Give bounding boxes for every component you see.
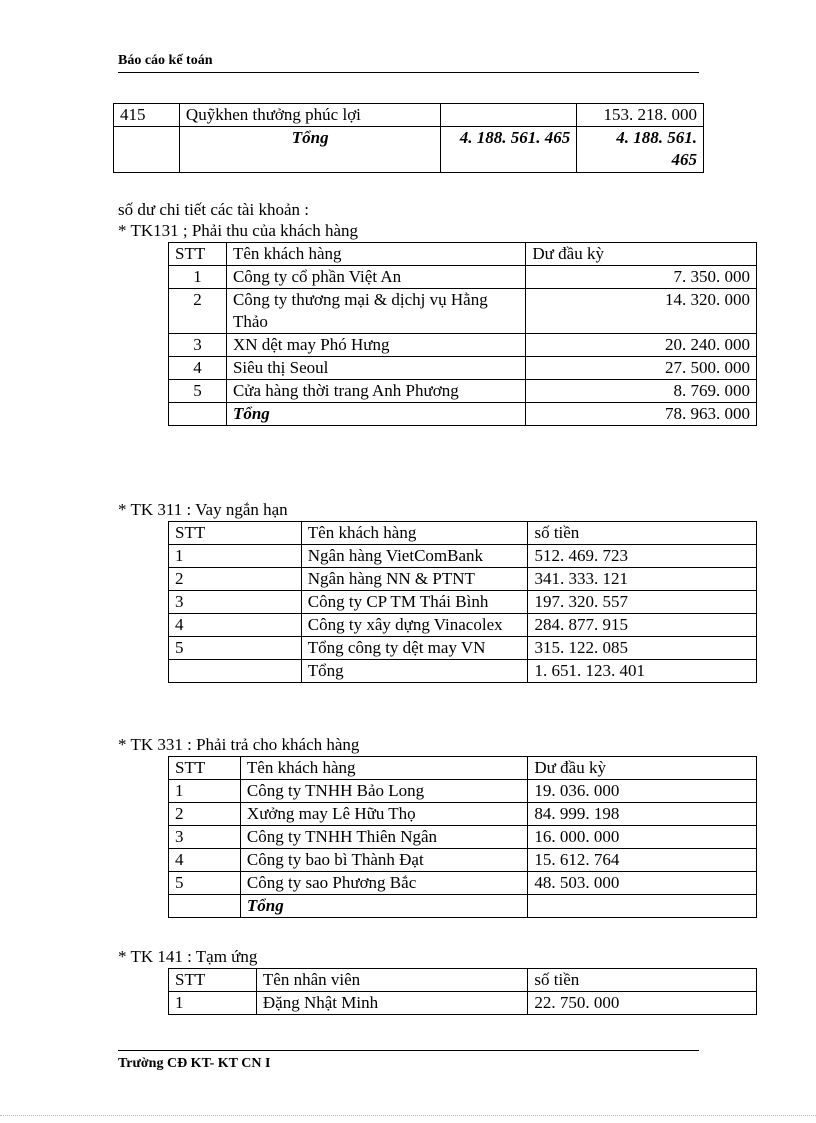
value-cell: 16. 000. 000 (528, 826, 757, 849)
value-cell: 8. 769. 000 (526, 380, 757, 403)
name-cell: Công ty TNHH Bảo Long (240, 780, 527, 803)
page-header-title: Báo cáo kế toán (118, 53, 213, 68)
tk331-table (168, 756, 757, 918)
value-cell: 14. 320. 000 (526, 289, 757, 334)
total-row (114, 127, 704, 173)
table-row (169, 591, 757, 614)
value-cell: 19. 036. 000 (528, 780, 757, 803)
name-cell: Ngân hàng VietComBank (301, 545, 528, 568)
name-cell: Cửa hàng thời trang Anh Phương (226, 380, 525, 403)
column-header: số tiền (528, 969, 757, 992)
table-row (169, 803, 757, 826)
debit-cell (441, 104, 577, 127)
column-header: Dư đầu kỳ (526, 243, 757, 266)
balance-table-continued (113, 103, 704, 173)
stt-cell: 1 (169, 266, 227, 289)
stt-cell: 1 (169, 780, 241, 803)
table-header-row (169, 969, 757, 992)
total-credit-line2: 465 (671, 150, 697, 169)
column-header: số tiền (528, 522, 757, 545)
tk131-title: * TK131 ; Phải thu của khách hàng (118, 221, 359, 240)
value-cell: 20. 240. 000 (526, 334, 757, 357)
stt-cell: 5 (169, 637, 302, 660)
page-footer-text: Trường CĐ KT- KT CN I (118, 1056, 271, 1071)
table-row (169, 826, 757, 849)
total-value: 78. 963. 000 (526, 403, 757, 426)
name-cell: Công ty CP TM Thái Bình (301, 591, 528, 614)
name-cell: Công ty sao Phương Bắc (240, 872, 527, 895)
table-row (169, 266, 757, 289)
table-row (169, 614, 757, 637)
name-cell: Công ty TNHH Thiên Ngân (240, 826, 527, 849)
column-header: Tên khách hàng (301, 522, 528, 545)
value-cell: 315. 122. 085 (528, 637, 757, 660)
header-rule (118, 72, 699, 73)
tk131-table (168, 242, 757, 426)
total-label: Tổng (240, 895, 527, 918)
value-cell: 7. 350. 000 (526, 266, 757, 289)
account-code: 415 (114, 104, 180, 127)
column-header: Dư đầu kỳ (528, 757, 757, 780)
name-cell: Ngân hàng NN & PTNT (301, 568, 528, 591)
table-row (169, 992, 757, 1015)
table-row (169, 380, 757, 403)
stt-cell: 3 (169, 591, 302, 614)
table-row (169, 780, 757, 803)
total-credit-line1: 4. 188. 561. (616, 128, 697, 147)
tk141-title: * TK 141 : Tạm ứng (118, 947, 258, 966)
total-row (169, 895, 757, 918)
value-cell: 22. 750. 000 (528, 992, 757, 1015)
name-cell: XN dệt may Phó Hưng (226, 334, 525, 357)
stt-cell: 4 (169, 357, 227, 380)
table-row (169, 545, 757, 568)
table-row (169, 289, 757, 334)
name-cell: Siêu thị Seoul (226, 357, 525, 380)
tk141-table (168, 968, 757, 1015)
stt-cell: 2 (169, 289, 227, 334)
column-header: Tên nhân viên (256, 969, 528, 992)
tk311-table (168, 521, 757, 683)
stt-cell: 3 (169, 826, 241, 849)
value-cell: 27. 500. 000 (526, 357, 757, 380)
name-cell: Xưởng may Lê Hữu Thọ (240, 803, 527, 826)
credit-cell: 153. 218. 000 (577, 104, 704, 127)
column-header: STT (169, 243, 227, 266)
table-header-row (169, 522, 757, 545)
stt-cell: 2 (169, 803, 241, 826)
total-label: Tổng (301, 660, 528, 683)
total-label: Tổng (179, 127, 441, 173)
table-row (169, 568, 757, 591)
stt-cell: 5 (169, 380, 227, 403)
column-header: Tên khách hàng (240, 757, 527, 780)
stt-cell: 4 (169, 849, 241, 872)
table-header-row (169, 243, 757, 266)
table-row (169, 334, 757, 357)
column-header: STT (169, 522, 302, 545)
value-cell: 15. 612. 764 (528, 849, 757, 872)
tk311-title: * TK 311 : Vay ngắn hạn (118, 500, 288, 519)
stt-cell: 1 (169, 992, 257, 1015)
value-cell: 512. 469. 723 (528, 545, 757, 568)
column-header: STT (169, 969, 257, 992)
stt-cell: 4 (169, 614, 302, 637)
tk331-title: * TK 331 : Phải trả cho khách hàng (118, 735, 360, 754)
stt-cell: 5 (169, 872, 241, 895)
name-cell: Công ty cổ phần Việt An (226, 266, 525, 289)
table-row (114, 104, 704, 127)
value-cell: 197. 320. 557 (528, 591, 757, 614)
table-row (169, 849, 757, 872)
total-label: Tổng (226, 403, 525, 426)
table-row (169, 637, 757, 660)
value-cell: 84. 999. 198 (528, 803, 757, 826)
total-value (528, 895, 757, 918)
total-row (169, 403, 757, 426)
total-debit: 4. 188. 561. 465 (441, 127, 577, 173)
name-cell: Tổng công ty dệt may VN (301, 637, 528, 660)
table-header-row (169, 757, 757, 780)
stt-cell: 3 (169, 334, 227, 357)
name-cell: Đặng Nhật Minh (256, 992, 528, 1015)
account-name: Quỹkhen thưởng phúc lợi (179, 104, 441, 127)
page-edge-divider (0, 1115, 816, 1116)
table-row (169, 872, 757, 895)
value-cell: 48. 503. 000 (528, 872, 757, 895)
total-row (169, 660, 757, 683)
stt-cell: 1 (169, 545, 302, 568)
value-cell: 284. 877. 915 (528, 614, 757, 637)
intro-text: số dư chi tiết các tài khoản : (118, 200, 309, 219)
name-cell: Công ty thương mại & dịchj vụ Hằng Thảo (226, 289, 525, 334)
total-credit (577, 127, 704, 173)
total-value: 1. 651. 123. 401 (528, 660, 757, 683)
stt-cell: 2 (169, 568, 302, 591)
footer-rule (118, 1050, 699, 1051)
name-cell: Công ty bao bì Thành Đạt (240, 849, 527, 872)
table-row (169, 357, 757, 380)
name-cell: Công ty xây dựng Vinacolex (301, 614, 528, 637)
value-cell: 341. 333. 121 (528, 568, 757, 591)
column-header: Tên khách hàng (226, 243, 525, 266)
column-header: STT (169, 757, 241, 780)
